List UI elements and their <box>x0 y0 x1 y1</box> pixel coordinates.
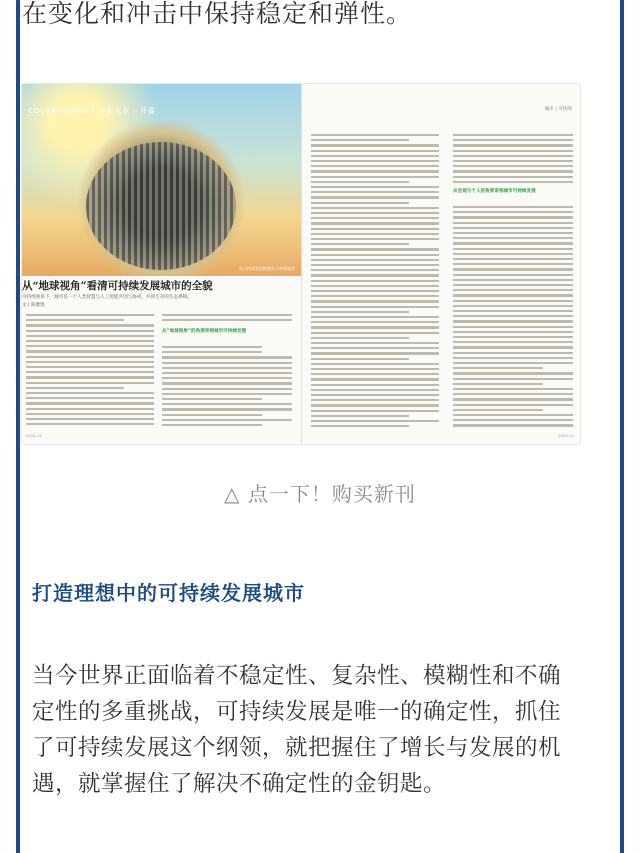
magazine-text-line <box>311 274 439 276</box>
magazine-text-line <box>311 202 409 204</box>
magazine-text-line <box>162 393 292 395</box>
magazine-text-line <box>26 382 154 384</box>
magazine-text-line <box>453 165 573 167</box>
magazine-text-line <box>311 259 439 261</box>
magazine-text-line <box>311 155 439 157</box>
magazine-text-line <box>311 404 439 406</box>
section-title: 打造理想中的可持续发展城市 <box>32 581 305 605</box>
magazine-text-line <box>311 425 409 427</box>
magazine-text-line <box>453 237 573 239</box>
magazine-text-line <box>311 186 439 188</box>
magazine-text-line <box>311 415 409 417</box>
magazine-text-line <box>162 414 262 416</box>
magazine-text-line <box>311 264 439 266</box>
magazine-text-line <box>453 150 573 152</box>
magazine-left-folio: 2024.12 <box>26 433 42 438</box>
magazine-text-line <box>162 319 292 321</box>
magazine-text-line <box>453 362 573 364</box>
magazine-text-line <box>311 316 439 318</box>
magazine-text-line <box>453 289 573 291</box>
magazine-text-line <box>26 387 124 389</box>
city-globe-photo <box>22 84 301 276</box>
magazine-text-line <box>311 280 439 282</box>
magazine-text-line <box>311 399 439 401</box>
magazine-text-line <box>453 284 573 286</box>
magazine-text-line <box>26 324 154 326</box>
magazine-text-line <box>162 367 292 369</box>
magazine-text-line <box>311 378 439 380</box>
magazine-text-line <box>453 346 573 348</box>
magazine-text-line <box>311 321 439 323</box>
magazine-text-line <box>311 420 439 422</box>
magazine-text-line <box>453 409 543 411</box>
magazine-text-line <box>311 352 439 354</box>
magazine-text-line <box>26 397 154 399</box>
magazine-text-line <box>453 294 573 296</box>
magazine-text-line <box>453 274 573 276</box>
magazine-right-header: 城市 | 可持续 <box>544 107 572 112</box>
magazine-text-line <box>311 176 439 178</box>
magazine-text-line <box>453 279 573 281</box>
body-paragraph: 当今世界正面临着不稳定性、复杂性、模糊性和不确定性的多重挑战，可持续发展是唯一的确定性，抓住了可持续发展这个纲领，就把握住了增长与发展的机遇，就掌握住了解决不确定性的金钥匙。 <box>32 663 562 797</box>
magazine-text-line <box>453 227 573 229</box>
magazine-text-line <box>453 326 573 328</box>
magazine-text-line <box>453 305 573 307</box>
magazine-text-line <box>162 351 262 353</box>
magazine-right-green-heading: 从宏观与个人的角度审视城市可持续发展 <box>453 189 536 194</box>
magazine-text-line <box>311 326 439 328</box>
magazine-text-line <box>311 228 439 230</box>
magazine-text-line <box>453 181 573 183</box>
right-frame-border <box>620 0 624 853</box>
magazine-text-line <box>311 311 409 313</box>
magazine-text-line <box>453 393 573 395</box>
magazine-text-line <box>26 392 154 394</box>
magazine-text-line <box>311 181 409 183</box>
magazine-text-line <box>453 253 573 255</box>
left-frame-border <box>16 0 20 853</box>
magazine-text-line <box>453 336 573 338</box>
magazine-text-line <box>311 347 439 349</box>
magazine-text-line <box>26 371 154 373</box>
magazine-text-line <box>162 346 262 348</box>
magazine-text-line <box>311 300 439 302</box>
magazine-text-line <box>311 144 439 146</box>
magazine-text-line <box>453 170 573 172</box>
magazine-text-line <box>311 254 439 256</box>
magazine-text-line <box>453 352 573 354</box>
magazine-article-title: 从“地球视角”看清可持续发展城市的全貌 <box>22 280 213 292</box>
magazine-text-line <box>311 207 439 209</box>
magazine-text-line <box>311 389 439 391</box>
magazine-text-line <box>453 242 573 244</box>
magazine-text-line <box>311 160 439 162</box>
magazine-text-line <box>26 314 154 316</box>
magazine-text-line <box>311 332 439 334</box>
magazine-text-line <box>453 404 573 406</box>
magazine-text-line <box>453 263 573 265</box>
magazine-text-line <box>453 414 573 416</box>
magazine-text-line <box>26 423 154 425</box>
magazine-text-line <box>26 413 154 415</box>
magazine-text-line <box>26 345 154 347</box>
magazine-text-line <box>26 330 154 332</box>
magazine-text-line <box>311 342 439 344</box>
magazine-text-line <box>453 160 573 162</box>
magazine-text-line <box>453 222 573 224</box>
magazine-article-author: 文 | 陈雅凯 <box>22 303 45 308</box>
magazine-text-line <box>453 378 573 380</box>
magazine-text-line <box>162 362 292 364</box>
magazine-text-line <box>311 222 439 224</box>
magazine-text-line <box>453 419 573 421</box>
magazine-text-line <box>453 134 573 136</box>
magazine-text-line <box>311 134 439 136</box>
magazine-text-line <box>26 340 154 342</box>
magazine-text-line <box>453 383 543 385</box>
magazine-text-line <box>26 402 154 404</box>
magazine-text-line <box>453 211 573 213</box>
magazine-text-line <box>311 196 439 198</box>
magazine-text-line <box>453 206 573 208</box>
magazine-text-line <box>311 243 409 245</box>
magazine-text-line <box>311 212 439 214</box>
magazine-text-line <box>453 331 573 333</box>
cover-story-tag: COVER STORY | 封面文章 · 开篇 <box>28 107 156 115</box>
magazine-text-line <box>453 367 543 369</box>
magazine-text-line <box>453 268 573 270</box>
magazine-text-line <box>453 300 573 302</box>
magazine-text-line <box>311 248 439 250</box>
magazine-text-line <box>26 350 154 352</box>
magazine-text-line <box>453 258 573 260</box>
magazine-text-line <box>311 410 439 412</box>
magazine-text-line <box>162 356 292 358</box>
magazine-text-line <box>453 139 573 141</box>
magazine-text-line <box>453 176 573 178</box>
magazine-text-line <box>162 403 292 405</box>
magazine-text-line <box>311 191 439 193</box>
buy-new-issue-link[interactable]: △ 点一下！购买新刊 <box>224 482 416 506</box>
magazine-text-line <box>453 424 573 426</box>
magazine-text-line <box>26 418 154 420</box>
magazine-left-green-heading: 从“地球视角”的角度审视城市可持续发展 <box>162 329 247 334</box>
magazine-text-line <box>311 363 439 365</box>
magazine-text-line <box>453 341 573 343</box>
magazine-text-line <box>453 398 573 400</box>
magazine-text-line <box>162 382 292 384</box>
magazine-text-line <box>311 368 439 370</box>
magazine-right-page <box>301 84 580 444</box>
magazine-text-line <box>453 144 573 146</box>
photo-caption: 在可持续发展的视角下审视城市 <box>239 266 295 271</box>
magazine-text-line <box>26 319 124 321</box>
magazine-text-line <box>311 170 439 172</box>
magazine-text-line <box>26 376 154 378</box>
magazine-text-line <box>453 310 573 312</box>
magazine-text-line <box>26 408 154 410</box>
magazine-left-page <box>22 84 302 444</box>
magazine-text-line <box>311 285 439 287</box>
magazine-text-line <box>311 238 439 240</box>
magazine-text-line <box>311 337 409 339</box>
magazine-text-line <box>453 232 573 234</box>
magazine-text-line <box>26 366 154 368</box>
magazine-text-line <box>162 314 292 316</box>
magazine-text-line <box>162 408 292 410</box>
magazine-text-line <box>311 373 439 375</box>
magazine-text-line <box>453 320 573 322</box>
magazine-text-line <box>311 233 439 235</box>
city-globe-icon <box>86 142 236 270</box>
magazine-text-line <box>311 269 439 271</box>
magazine-text-line <box>162 388 292 390</box>
magazine-text-line <box>453 248 573 250</box>
magazine-text-line <box>26 356 154 358</box>
magazine-text-line <box>162 398 262 400</box>
magazine-text-line <box>311 217 439 219</box>
magazine-text-line <box>162 377 292 379</box>
magazine-text-line <box>162 372 292 374</box>
magazine-text-line <box>311 150 439 152</box>
magazine-right-folio: 2024.12 <box>558 433 574 438</box>
magazine-text-line <box>311 295 439 297</box>
magazine-text-line <box>453 372 573 374</box>
magazine-text-line <box>311 290 439 292</box>
magazine-text-line <box>453 388 573 390</box>
magazine-text-line <box>26 361 154 363</box>
magazine-text-line <box>26 335 154 337</box>
magazine-text-line <box>311 358 409 360</box>
magazine-text-line <box>453 357 573 359</box>
magazine-text-line <box>162 424 262 426</box>
magazine-text-line <box>453 216 573 218</box>
magazine-spread-image[interactable] <box>22 84 580 444</box>
magazine-text-line <box>311 139 409 141</box>
magazine-article-subtitle: 可持续视角下，城市是一个人类智慧与人工智能共创与协同，共同生存的生态系统。 <box>22 295 192 300</box>
intro-text-fragment: 在变化和冲击中保持稳定和弹性。 <box>22 0 413 28</box>
magazine-text-line <box>311 306 439 308</box>
magazine-text-line <box>453 155 573 157</box>
magazine-text-line <box>162 419 292 421</box>
magazine-text-line <box>311 384 439 386</box>
magazine-text-line <box>453 315 573 317</box>
magazine-text-line <box>311 394 439 396</box>
magazine-text-line <box>311 165 439 167</box>
